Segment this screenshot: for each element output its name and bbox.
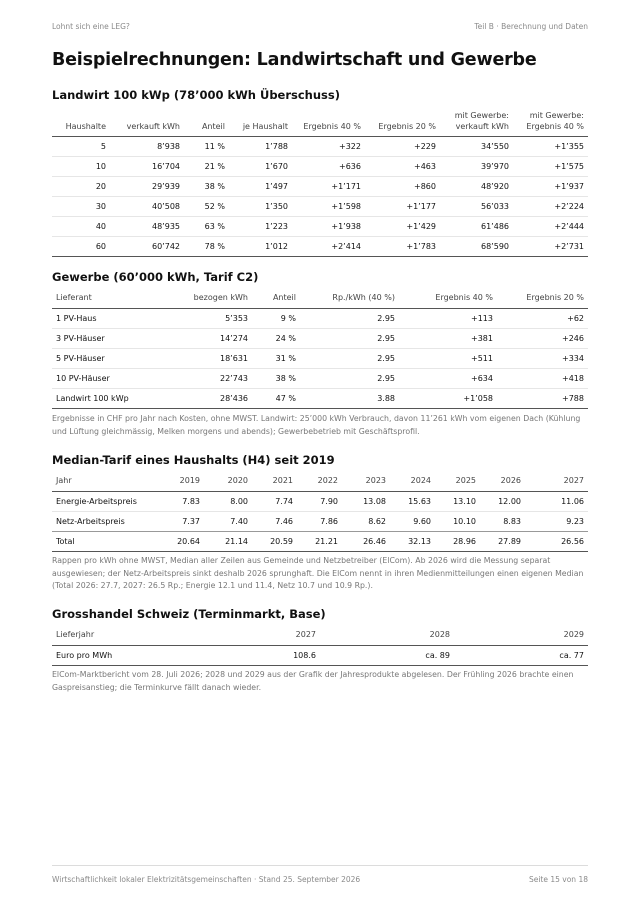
landwirt-header-row: [52, 111, 588, 137]
column-header: 2022: [297, 476, 342, 491]
page-title: Beispielrechnungen: Landwirtschaft und Gewerbe: [52, 50, 537, 70]
table-row: [52, 308, 588, 328]
gewerbe-table: [52, 293, 588, 409]
table-cell: 13.10: [435, 491, 480, 511]
table-cell: 20: [52, 177, 110, 197]
table-cell: +636: [292, 157, 365, 177]
table-cell: 1 PV-Haus: [52, 308, 156, 328]
table-cell: 27.89: [480, 531, 525, 551]
column-header: 2023: [342, 476, 390, 491]
page-number: Seite 15 von 18: [528, 875, 588, 884]
table-row: [52, 157, 588, 177]
table-cell: 7.83: [156, 491, 204, 511]
table-cell: 10 PV-Häuser: [52, 368, 156, 388]
table-cell: 21 %: [184, 157, 229, 177]
table-cell: 24 %: [252, 328, 300, 348]
table-cell: 1’670: [229, 157, 292, 177]
table-cell: +1’355: [513, 137, 588, 157]
table-cell: 48’935: [110, 217, 184, 237]
table-cell: 63 %: [184, 217, 229, 237]
table-row: [52, 177, 588, 197]
table-cell: 28.96: [435, 531, 480, 551]
column-header: bezogen kWh: [156, 293, 252, 308]
table-cell: 29’939: [110, 177, 184, 197]
table-cell: ca. 77: [454, 645, 588, 665]
table-cell: 8.62: [342, 511, 390, 531]
table-row: [52, 388, 588, 408]
column-header: 2027: [525, 476, 588, 491]
table-cell: 10.10: [435, 511, 480, 531]
table-cell: 2.95: [300, 368, 399, 388]
table-cell: 40: [52, 217, 110, 237]
column-header: mit Gewerbe: Ergebnis 40 %: [513, 111, 588, 137]
table-cell: Energie-Arbeitspreis: [52, 491, 156, 511]
column-header: 2025: [435, 476, 480, 491]
table-cell: 18’631: [156, 348, 252, 368]
table-cell: 12.00: [480, 491, 525, 511]
table-cell: 26.46: [342, 531, 390, 551]
table-cell: +788: [497, 388, 588, 408]
table-row: [52, 197, 588, 217]
grosshandel-header-row: [52, 630, 588, 645]
table-cell: 15.63: [390, 491, 435, 511]
table-cell: 7.37: [156, 511, 204, 531]
table-cell: 60: [52, 237, 110, 257]
table-cell: 9.23: [525, 511, 588, 531]
table-cell: Landwirt 100 kWp: [52, 388, 156, 408]
table-cell: 38 %: [252, 368, 300, 388]
column-header: Lieferant: [52, 293, 156, 308]
table-row: [52, 491, 588, 511]
table-cell: +229: [365, 137, 440, 157]
table-cell: 68’590: [440, 237, 513, 257]
table-row: [52, 645, 588, 665]
median-note: Rappen pro kWh ohne MWST, Median aller Zeilen aus Gemeinde und Netzbetreiber (ElCom). Ab 2026 wird die Messung separat ausgewiesen; der Netz-Arbeitspreis sinkt deshalb 2026 sprunghaft. Die ElCom nennt in ihren Medienmitteilungen einen eigenen Median (Total 2026: 27.7, 2027: 26.5 Rp.; Energie 12.1 und 11.4, Netz 10.7 und 10.9 Rp.).: [52, 556, 584, 590]
running-header-right: Teil B · Berechnung und Daten: [474, 22, 588, 31]
running-header: [52, 22, 588, 31]
table-cell: 1’223: [229, 217, 292, 237]
running-header-left: Lohnt sich eine LEG?: [52, 22, 130, 31]
table-row: [52, 511, 588, 531]
table-cell: 34’550: [440, 137, 513, 157]
column-header: Anteil: [252, 293, 300, 308]
table-cell: 9 %: [252, 308, 300, 328]
table-cell: 9.60: [390, 511, 435, 531]
column-header: Ergebnis 40 %: [399, 293, 497, 308]
table-row: [52, 328, 588, 348]
column-header: 2026: [480, 476, 525, 491]
table-cell: +1’575: [513, 157, 588, 177]
column-header: Ergebnis 40 %: [292, 111, 365, 137]
table-cell: 16’704: [110, 157, 184, 177]
grosshandel-note: ElCom-Marktbericht vom 28. Juli 2026; 2028 und 2029 aus der Grafik der Jahresprodukte abgelesen. Der Frühling 2026 brachte einen Gaspreisanstieg; die Terminkurve fällt danach wieder.: [52, 670, 574, 692]
table-cell: 11.06: [525, 491, 588, 511]
table-cell: 32.13: [390, 531, 435, 551]
table-cell: 13.08: [342, 491, 390, 511]
table-cell: +860: [365, 177, 440, 197]
table-cell: 8.00: [204, 491, 252, 511]
table-cell: +1’598: [292, 197, 365, 217]
table-cell: 40’508: [110, 197, 184, 217]
table-cell: 14’274: [156, 328, 252, 348]
table-cell: 60’742: [110, 237, 184, 257]
median-table: [52, 476, 588, 552]
table-cell: 2.95: [300, 308, 399, 328]
table-cell: 108.6: [186, 645, 320, 665]
table-cell: ca. 89: [320, 645, 454, 665]
table-row: [52, 368, 588, 388]
column-header: Ergebnis 20 %: [497, 293, 588, 308]
column-header: 2024: [390, 476, 435, 491]
table-cell: 7.46: [252, 511, 297, 531]
table-cell: +62: [497, 308, 588, 328]
column-header: 2029: [454, 630, 588, 645]
table-cell: +322: [292, 137, 365, 157]
table-cell: +1’938: [292, 217, 365, 237]
table-row: [52, 137, 588, 157]
table-cell: +2’224: [513, 197, 588, 217]
table-cell: +334: [497, 348, 588, 368]
table-cell: +463: [365, 157, 440, 177]
table-cell: +1’171: [292, 177, 365, 197]
column-header: Rp./kWh (40 %): [300, 293, 399, 308]
table-cell: +418: [497, 368, 588, 388]
column-header: mit Gewerbe: verkauft kWh: [440, 111, 513, 137]
table-cell: 1’497: [229, 177, 292, 197]
gewerbe-header-row: [52, 293, 588, 308]
table-cell: 5: [52, 137, 110, 157]
gewerbe-note: Ergebnisse in CHF pro Jahr nach Kosten, ohne MWST. Landwirt: 25’000 kWh Verbrauch, davon 11’261 kWh vom eigenen Dach (Kühlung und Lüftung gleichmässig, Melken morgens und abends); Gewerbebetrieb mit Geschäftsprofil.: [52, 414, 581, 436]
table-cell: 28’436: [156, 388, 252, 408]
table-cell: 38 %: [184, 177, 229, 197]
median-heading: Median-Tarif eines Haushalts (H4) seit 2019: [52, 453, 335, 467]
table-cell: +634: [399, 368, 497, 388]
table-cell: 7.86: [297, 511, 342, 531]
table-cell: +1’177: [365, 197, 440, 217]
column-header: Ergebnis 20 %: [365, 111, 440, 137]
table-cell: 11 %: [184, 137, 229, 157]
table-cell: Euro pro MWh: [52, 645, 186, 665]
column-header: Lieferjahr: [52, 630, 186, 645]
grosshandel-table: [52, 630, 588, 666]
table-cell: 47 %: [252, 388, 300, 408]
table-cell: 3.88: [300, 388, 399, 408]
table-cell: +1’783: [365, 237, 440, 257]
table-cell: 21.14: [204, 531, 252, 551]
table-cell: 5 PV-Häuser: [52, 348, 156, 368]
median-header-row: [52, 476, 588, 491]
table-row: [52, 237, 588, 257]
table-cell: 8.83: [480, 511, 525, 531]
column-header: Anteil: [184, 111, 229, 137]
grosshandel-heading: Grosshandel Schweiz (Terminmarkt, Base): [52, 607, 326, 621]
table-cell: +2’444: [513, 217, 588, 237]
running-footer-left: Wirtschaftlichkeit lokaler Elektrizitätsgemeinschaften · Stand 25. September 2026: [52, 875, 361, 884]
column-header: je Haushalt: [229, 111, 292, 137]
table-cell: +113: [399, 308, 497, 328]
table-row: [52, 217, 588, 237]
column-header: 2020: [204, 476, 252, 491]
table-cell: 20.59: [252, 531, 297, 551]
table-cell: 31 %: [252, 348, 300, 368]
table-cell: 7.40: [204, 511, 252, 531]
table-cell: +2’731: [513, 237, 588, 257]
table-cell: 52 %: [184, 197, 229, 217]
table-cell: +1’937: [513, 177, 588, 197]
column-header: Haushalte: [52, 111, 110, 137]
table-cell: 1’788: [229, 137, 292, 157]
table-cell: 7.74: [252, 491, 297, 511]
table-cell: 1’350: [229, 197, 292, 217]
column-header: 2021: [252, 476, 297, 491]
table-cell: 20.64: [156, 531, 204, 551]
table-cell: +511: [399, 348, 497, 368]
table-row: [52, 348, 588, 368]
table-cell: 30: [52, 197, 110, 217]
footer-divider: [52, 865, 588, 866]
table-cell: 26.56: [525, 531, 588, 551]
table-cell: +1’429: [365, 217, 440, 237]
table-cell: 2.95: [300, 348, 399, 368]
running-footer: [52, 875, 588, 884]
table-cell: 3 PV-Häuser: [52, 328, 156, 348]
table-cell: +2’414: [292, 237, 365, 257]
landwirt-heading: Landwirt 100 kWp (78’000 kWh Überschuss): [52, 88, 341, 102]
column-header: verkauft kWh: [110, 111, 184, 137]
table-cell: +246: [497, 328, 588, 348]
table-cell: 39’970: [440, 157, 513, 177]
landwirt-table: [52, 111, 588, 257]
table-cell: Netz-Arbeitspreis: [52, 511, 156, 531]
table-row: [52, 531, 588, 551]
table-cell: 10: [52, 157, 110, 177]
column-header: 2019: [156, 476, 204, 491]
table-cell: Total: [52, 531, 156, 551]
table-cell: 1’012: [229, 237, 292, 257]
table-cell: 7.90: [297, 491, 342, 511]
table-cell: 2.95: [300, 328, 399, 348]
table-cell: 61’486: [440, 217, 513, 237]
column-header: Jahr: [52, 476, 156, 491]
table-cell: +1’058: [399, 388, 497, 408]
column-header: 2027: [186, 630, 320, 645]
table-cell: 5’353: [156, 308, 252, 328]
table-cell: 78 %: [184, 237, 229, 257]
table-cell: 48’920: [440, 177, 513, 197]
column-header: 2028: [320, 630, 454, 645]
table-cell: 56’033: [440, 197, 513, 217]
table-cell: +381: [399, 328, 497, 348]
table-cell: 22’743: [156, 368, 252, 388]
table-cell: 21.21: [297, 531, 342, 551]
gewerbe-heading: Gewerbe (60’000 kWh, Tarif C2): [52, 270, 259, 284]
table-cell: 8’938: [110, 137, 184, 157]
